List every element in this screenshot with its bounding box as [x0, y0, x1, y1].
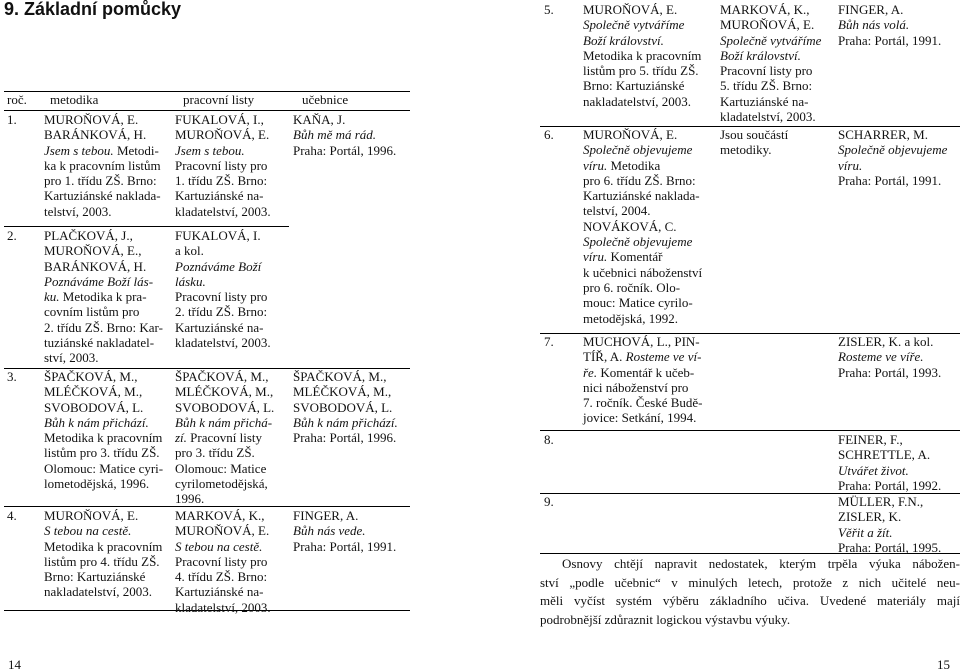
header-ucebnice: učebnice: [302, 92, 349, 107]
cell-line: MUROŇOVÁ, E.: [44, 112, 139, 127]
row-divider: [540, 430, 960, 431]
cell-line: lásku.: [175, 273, 206, 289]
ucebnice-cell: [293, 112, 411, 158]
paragraph-line: Osnovy chtějí napravit nedostatek, kterým trpěla výuka nábožen-: [562, 556, 960, 571]
header-rule: [4, 110, 410, 111]
cell-line: Praha: Portál, 1992.: [838, 477, 942, 493]
cell-line: telství, 2004.: [583, 203, 651, 219]
row-number: 5.: [544, 2, 554, 17]
cell-line: 2. třídu ZŠ. Brno:: [175, 304, 268, 320]
cell-line: nakladatelství, 2003.: [44, 584, 152, 600]
cell-line: listům pro 3. třídu ZŠ.: [44, 445, 160, 461]
cell-line: BARÁNKOVÁ, H.: [44, 258, 147, 274]
cell-line: MUROŇOVÁ, E.: [175, 127, 270, 143]
cell-line: ŠPAČKOVÁ, M.,: [175, 369, 269, 384]
ucebnice-cell: [838, 127, 960, 188]
row-number: 2.: [7, 228, 17, 243]
row-number: 4.: [7, 508, 17, 523]
cell-line: Praha: Portál, 1995.: [838, 539, 942, 555]
row-number: 1.: [7, 112, 17, 127]
cell-line: kladatelství, 2003.: [175, 335, 271, 351]
cell-line: MARKOVÁ, K.,: [720, 2, 810, 17]
row-number: 3.: [7, 369, 17, 384]
cell-line: Metodika k pracovním: [44, 538, 163, 554]
ucebnice-cell: [293, 369, 411, 445]
cell-line: víru. Komentář: [583, 249, 663, 265]
cell-line: MUCHOVÁ, L., PIN-: [583, 334, 700, 349]
pracovni-listy-cell: [175, 369, 287, 507]
row-number: 6.: [544, 127, 554, 142]
cell-line: MUROŇOVÁ, E.: [583, 127, 678, 142]
cell-line: listům pro 5. třídu ZŠ.: [583, 63, 699, 79]
cell-line: 1. třídu ZŠ. Brno:: [175, 173, 268, 189]
cell-line: pro 1. třídu ZŠ. Brno:: [44, 173, 157, 189]
cell-line: nici náboženství pro: [583, 379, 689, 395]
metodika-cell: [44, 369, 168, 491]
cell-line: KAŇA, J.: [293, 112, 346, 127]
cell-line: Boží království.: [720, 47, 801, 63]
cell-line: Brno: Kartuziánské: [583, 78, 685, 94]
cell-line: Pracovní listy pro: [175, 289, 268, 305]
cell-line: NOVÁKOVÁ, C.: [583, 218, 677, 234]
cell-line: FINGER, A.: [293, 508, 359, 523]
cell-line: ZISLER, K.: [838, 509, 902, 525]
ucebnice-cell: [838, 432, 960, 493]
cell-line: Společně objevujeme: [838, 142, 948, 158]
cell-line: S tebou na cestě.: [44, 523, 132, 539]
cell-line: ŠPAČKOVÁ, M.,: [293, 369, 387, 384]
cell-line: pro 6. třídu ZŠ. Brno:: [583, 172, 696, 188]
header-metodika: metodika: [50, 92, 99, 107]
cell-line: Kartuziánské naklada-: [44, 188, 161, 204]
cell-line: Kartuziánské na-: [175, 584, 264, 600]
cell-line: MARKOVÁ, K.,: [175, 508, 265, 523]
pracovni-listy-cell: [175, 508, 287, 615]
cell-line: ku. Metodika k pra-: [44, 289, 147, 305]
cell-line: Bůh k nám přichází.: [293, 414, 398, 430]
cell-line: Olomouc: Matice cyri-: [44, 460, 164, 476]
cell-line: PLAČKOVÁ, J.,: [44, 228, 133, 243]
row-number: 9.: [544, 494, 554, 509]
cell-line: Bůh nás vede.: [293, 523, 366, 539]
cell-line: S tebou na cestě.: [175, 538, 263, 554]
cell-line: MUROŇOVÁ, E.: [44, 508, 139, 523]
cell-line: Praha: Portál, 1991.: [293, 538, 397, 554]
pracovni-listy-cell: [720, 127, 832, 158]
cell-line: Praha: Portál, 1991.: [838, 172, 942, 188]
header-roc: roč.: [7, 92, 27, 107]
cell-line: SVOBODOVÁ, L.: [175, 399, 275, 415]
cell-line: Brno: Kartuziánské: [44, 569, 146, 585]
cell-line: MUROŇOVÁ, E.,: [44, 243, 142, 259]
cell-line: kladatelství, 2003.: [175, 599, 271, 615]
cell-line: 1996.: [175, 491, 205, 507]
cell-line: lometodějská, 1996.: [44, 476, 150, 492]
cell-line: 4. třídu ZŠ. Brno:: [175, 569, 268, 585]
cell-line: metodějská, 1992.: [583, 310, 678, 326]
cell-line: Společně objevujeme: [583, 234, 693, 250]
metodika-cell: [44, 228, 168, 366]
paragraph-line: podrobnější zdůraznit logickou výstavbu výuky.: [540, 611, 791, 627]
row-divider: [4, 226, 171, 227]
cell-line: ství, 2003.: [44, 350, 99, 366]
cell-line: Bůh k nám přichází.: [44, 414, 149, 430]
cell-line: ŠPAČKOVÁ, M.,: [44, 369, 138, 384]
cell-line: telství, 2003.: [44, 203, 112, 219]
row-number: 8.: [544, 432, 554, 447]
cell-line: Společně objevujeme: [583, 142, 693, 158]
cell-line: Jsou součástí: [720, 127, 789, 142]
cell-line: Praha: Portál, 1993.: [838, 364, 942, 380]
closing-paragraph: [540, 555, 960, 629]
cell-line: pro 3. třídu ZŠ.: [175, 445, 255, 461]
cell-line: MUROŇOVÁ, E.: [720, 17, 815, 33]
cell-line: Společně vytváříme: [583, 17, 685, 33]
cell-line: Společně vytváříme: [720, 32, 822, 48]
cell-line: 5. třídu ZŠ. Brno:: [720, 78, 813, 94]
cell-line: Praha: Portál, 1991.: [838, 32, 942, 48]
metodika-cell: [583, 127, 713, 326]
table-top-rule: [4, 91, 410, 92]
cell-line: Bůh mě má rád.: [293, 127, 377, 143]
cell-line: Bůh k nám přichá-: [175, 414, 273, 430]
cell-line: Kartuziánské na-: [175, 319, 264, 335]
section-title: 9. Základní pomůcky: [4, 0, 182, 19]
cell-line: víru. Metodika: [583, 157, 661, 173]
cell-line: Kartuziánské naklada-: [583, 188, 700, 204]
cell-line: FEINER, F.,: [838, 432, 903, 447]
cell-line: listům pro 4. třídu ZŠ.: [44, 553, 160, 569]
cell-line: Pracovní listy pro: [175, 553, 268, 569]
cell-line: Jsem s tebou. Metodi-: [44, 142, 159, 158]
page-number-left: 14: [8, 657, 21, 672]
cell-line: pro 6. ročník. Olo-: [583, 279, 681, 295]
cell-line: SVOBODOVÁ, L.: [293, 399, 393, 415]
paragraph-line: ství „podle učebnic“ v minulých letech, protože z nich učitelé neu-: [540, 574, 960, 590]
cell-line: Bůh nás volá.: [838, 17, 910, 33]
cell-line: FUKALOVÁ, I.,: [175, 112, 264, 127]
cell-line: Olomouc: Matice: [175, 460, 267, 476]
cell-line: TÍŘ, A. Rosteme ve ví-: [583, 349, 702, 365]
cell-line: Kartuziánské na-: [175, 188, 264, 204]
metodika-cell: [583, 334, 713, 426]
cell-line: MÜLLER, F.N.,: [838, 494, 924, 509]
pracovni-listy-cell: [175, 228, 287, 350]
row-number: 7.: [544, 334, 554, 349]
cell-line: MLÉČKOVÁ, M.,: [175, 384, 274, 400]
row-divider: [171, 226, 289, 227]
metodika-cell: [44, 508, 168, 600]
cell-line: ře. Komentář k učeb-: [583, 364, 695, 380]
cell-line: MUROŇOVÁ, E.: [175, 523, 270, 539]
cell-line: mouc: Matice cyrilo-: [583, 295, 693, 311]
cell-line: Utvářet život.: [838, 462, 909, 478]
cell-line: Rosteme ve víře.: [838, 349, 924, 365]
cell-line: Poznáváme Boží lás-: [44, 273, 154, 289]
header-pracovni-listy: pracovní listy: [183, 92, 255, 107]
cell-line: Kartuziánské na-: [720, 93, 809, 109]
cell-line: Věřit a žít.: [838, 524, 893, 540]
cell-line: ZISLER, K. a kol.: [838, 334, 934, 349]
cell-line: covním listům pro: [44, 304, 140, 320]
cell-line: nakladatelství, 2003.: [583, 93, 691, 109]
cell-line: jovice: Setkání, 1994.: [583, 410, 697, 426]
cell-line: tuziánské nakladatel-: [44, 335, 155, 351]
cell-line: Jsem s tebou.: [175, 142, 245, 158]
cell-line: Boží království.: [583, 32, 664, 48]
ucebnice-cell: [838, 494, 960, 555]
cell-line: Praha: Portál, 1996.: [293, 430, 397, 446]
cell-line: FUKALOVÁ, I.: [175, 228, 261, 243]
cell-line: MLÉČKOVÁ, M.,: [44, 384, 143, 400]
cell-line: a kol.: [175, 243, 204, 259]
cell-line: kladatelství, 2003.: [720, 109, 816, 125]
cell-line: kladatelství, 2003.: [175, 203, 271, 219]
cell-line: k učebnici náboženství: [583, 264, 703, 280]
cell-line: SVOBODOVÁ, L.: [44, 399, 144, 415]
cell-line: 7. ročník. České Budě-: [583, 395, 703, 411]
cell-line: Praha: Portál, 1996.: [293, 142, 397, 158]
cell-line: SCHRETTLE, A.: [838, 447, 931, 463]
cell-line: Poznáváme Boží: [175, 258, 262, 274]
cell-line: ka k pracovním listům: [44, 157, 161, 173]
cell-line: 2. třídu ZŠ. Brno: Kar-: [44, 319, 163, 335]
cell-line: metodiky.: [720, 142, 772, 158]
cell-line: Metodika k pracovním: [44, 430, 163, 446]
cell-line: Pracovní listy pro: [175, 157, 268, 173]
cell-line: FINGER, A.: [838, 2, 904, 17]
metodika-cell: [44, 112, 168, 219]
cell-line: víru.: [838, 157, 863, 173]
cell-line: zí. Pracovní listy: [175, 430, 263, 446]
cell-line: BARÁNKOVÁ, H.: [44, 127, 147, 143]
metodika-cell: [583, 2, 713, 109]
ucebnice-cell: [838, 2, 960, 48]
pracovni-listy-cell: [175, 112, 287, 219]
cell-line: MUROŇOVÁ, E.: [583, 2, 678, 17]
ucebnice-cell: [838, 334, 960, 380]
cell-line: Metodika k pracovním: [583, 47, 702, 63]
cell-line: Pracovní listy pro: [720, 63, 813, 79]
cell-line: MLÉČKOVÁ, M.,: [293, 384, 392, 400]
paragraph-line: měli vyčíst systém výběru základního učiva. Uvedené materiály mají: [540, 593, 960, 608]
page-number-right: 15: [937, 657, 950, 672]
ucebnice-cell: [293, 508, 411, 554]
pracovni-listy-cell: [720, 2, 832, 124]
cell-line: SCHARRER, M.: [838, 127, 928, 142]
cell-line: cyrilometodějská,: [175, 476, 268, 492]
